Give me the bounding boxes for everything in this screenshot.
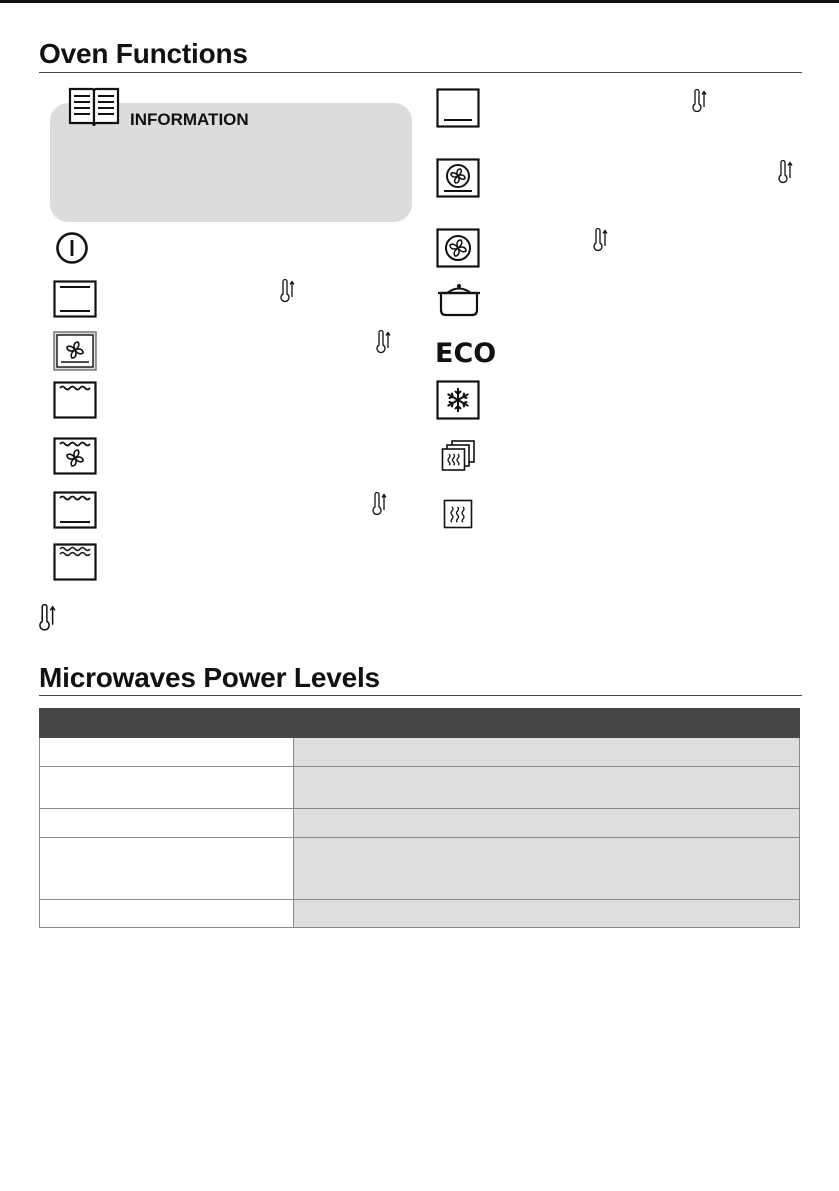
- usage-cell: [294, 809, 800, 838]
- grill-icon: [53, 381, 97, 419]
- usage-cell: [294, 738, 800, 767]
- defrost-snowflake-icon: [436, 380, 480, 420]
- thermometer-arrow-icon: [778, 160, 794, 186]
- table-header-row: [40, 709, 800, 738]
- oven-functions-title: Oven Functions: [39, 38, 248, 69]
- microwave-rule: [39, 695, 802, 696]
- oven-functions-rule: [39, 72, 802, 73]
- usage-header: [294, 709, 800, 738]
- power-levels-table: [39, 708, 800, 928]
- thermometer-arrow-icon: [372, 492, 388, 518]
- microwave-power-levels-title: Microwaves Power Levels: [39, 662, 380, 693]
- grill-bottom-heat-icon: [53, 491, 97, 529]
- top-rule: [0, 0, 839, 3]
- usage-cell: [294, 900, 800, 928]
- bottom-heat-icon: [436, 88, 480, 128]
- plate-warming-icon: [441, 440, 477, 472]
- information-label: INFORMATION: [130, 110, 249, 129]
- fan-bottom-heat-icon: [53, 331, 97, 371]
- slow-cook-pot-icon: [437, 281, 481, 317]
- table-row: [40, 838, 800, 900]
- top-bottom-heat-icon: [53, 280, 97, 318]
- table-row: [40, 900, 800, 928]
- thermometer-arrow-icon: [692, 89, 708, 115]
- power-level-cell: [40, 900, 294, 928]
- power-off-icon: [55, 231, 89, 265]
- fan-ring-heat-icon: [436, 228, 480, 268]
- usage-cell: [294, 838, 800, 900]
- thermometer-arrow-icon: [376, 330, 392, 356]
- power-level-cell: [40, 809, 294, 838]
- thermometer-arrow-icon: [280, 279, 296, 305]
- eco-label: ECO: [435, 338, 497, 369]
- keep-warm-icon: [443, 499, 473, 529]
- book-icon: [67, 86, 121, 128]
- thermometer-arrow-icon: [38, 604, 58, 634]
- usage-cell: [294, 767, 800, 809]
- fan-grill-icon: [53, 437, 97, 475]
- full-grill-icon: [53, 543, 97, 581]
- table-row: [40, 767, 800, 809]
- table-row: [40, 809, 800, 838]
- eco-icon: [435, 338, 497, 369]
- fan-ring-bottom-heat-icon: [436, 158, 480, 198]
- power-level-header: [40, 709, 294, 738]
- thermometer-arrow-icon: [593, 228, 609, 254]
- power-level-cell: [40, 767, 294, 809]
- table-row: [40, 738, 800, 767]
- power-level-cell: [40, 738, 294, 767]
- power-level-cell: [40, 838, 294, 900]
